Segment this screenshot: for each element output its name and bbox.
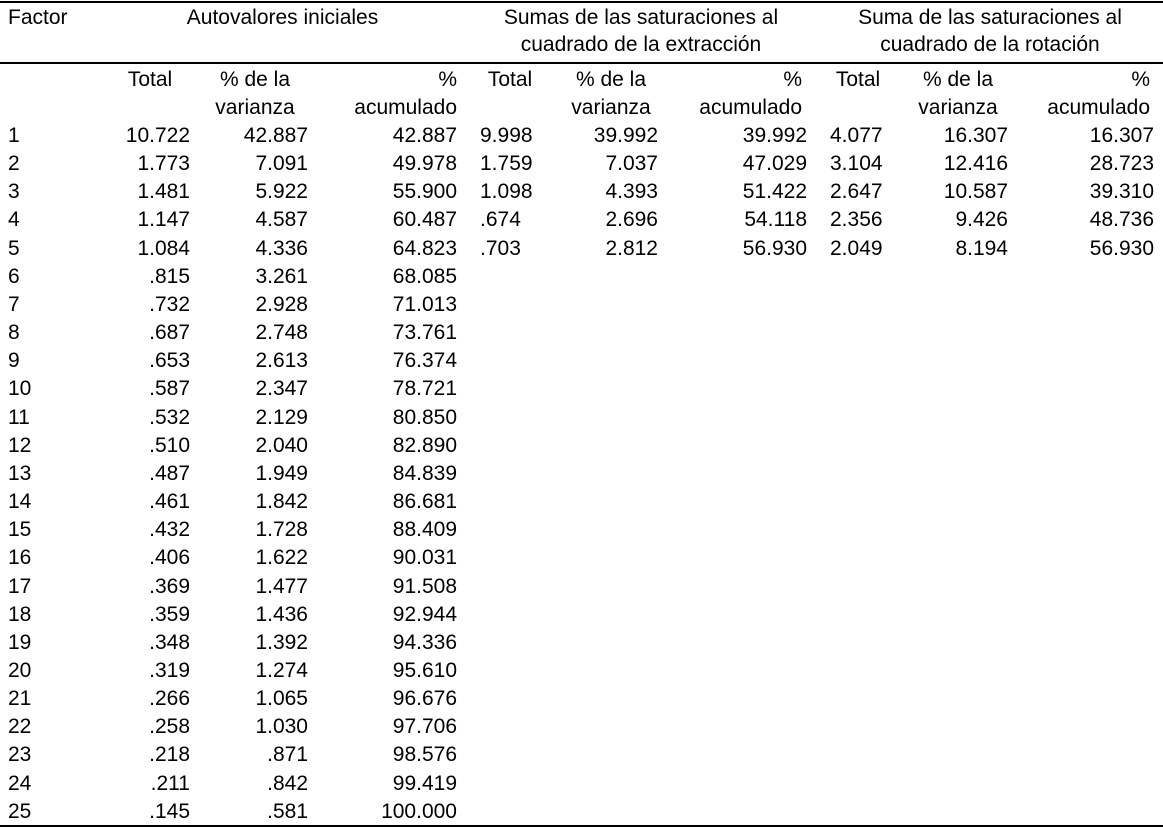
cell-cumulative-extraction: 39.992: [742, 124, 807, 147]
cell-cumulative-rotation: 16.307: [1089, 124, 1154, 147]
cell-cumulative-extraction: 54.118: [744, 208, 807, 232]
table-row: [0, 375, 1163, 403]
cell-factor: 14: [8, 490, 32, 514]
cell-total-initial: .266: [149, 687, 190, 711]
cell-variance-initial: .871: [267, 743, 308, 767]
cell-total-rotation: 4.077: [830, 124, 883, 147]
cell-cumulative-initial: 100.000: [381, 799, 457, 823]
table-body: [0, 122, 1163, 826]
cell-variance-initial: 1.392: [255, 630, 308, 654]
cell-total-initial: .653: [149, 349, 190, 373]
cell-cumulative-initial: 60.487: [392, 208, 457, 232]
subheader-cumulative-extraction: % acumulado: [699, 68, 802, 119]
cell-total-extraction: .674: [480, 208, 521, 232]
table-row: [0, 319, 1163, 347]
cell-cumulative-rotation: 48.736: [1089, 208, 1154, 232]
cell-total-rotation: 2.049: [830, 236, 883, 260]
cell-factor: 2: [8, 152, 20, 176]
cell-total-initial: 1.084: [137, 236, 190, 260]
subheader-variance-rotation: % de la varianza: [918, 68, 998, 119]
cell-total-initial: 1.481: [137, 180, 190, 204]
cell-total-initial: .532: [149, 405, 190, 429]
table-row: [0, 685, 1163, 713]
cell-total-extraction: 9.998: [480, 124, 533, 147]
cell-variance-initial: 2.928: [255, 292, 308, 316]
cell-total-initial: .359: [149, 602, 190, 626]
subheader-total-initial: Total: [127, 68, 173, 91]
cell-factor: 23: [8, 743, 32, 767]
table-row: [0, 150, 1163, 178]
cell-cumulative-initial: 82.890: [392, 433, 457, 457]
cell-cumulative-initial: 96.676: [392, 687, 457, 711]
cell-variance-initial: 2.748: [255, 321, 308, 345]
cell-variance-rotation: 9.426: [955, 208, 1008, 232]
cell-factor: 8: [8, 321, 20, 345]
cell-total-initial: .211: [150, 771, 190, 795]
cell-cumulative-initial: 86.681: [392, 490, 457, 514]
cell-total-rotation: 2.647: [830, 180, 883, 204]
table-row: [0, 122, 1163, 150]
subheader-cumulative-initial: % acumulado: [354, 68, 457, 119]
table-row: [0, 629, 1163, 657]
cell-cumulative-initial: 80.850: [392, 405, 457, 429]
cell-cumulative-rotation: 56.930: [1089, 236, 1154, 260]
cell-variance-initial: 2.613: [255, 349, 308, 373]
cell-total-initial: .587: [149, 377, 190, 401]
cell-factor: 17: [8, 574, 32, 598]
cell-variance-initial: 1.728: [255, 518, 308, 542]
header-rule: [0, 62, 1163, 64]
table-row: [0, 713, 1163, 741]
cell-cumulative-rotation: 28.723: [1089, 152, 1154, 176]
table-row: [0, 601, 1163, 629]
cell-variance-initial: 5.922: [255, 180, 308, 204]
cell-cumulative-initial: 99.419: [392, 771, 457, 795]
cell-total-rotation: 3.104: [830, 152, 883, 176]
cell-total-initial: .432: [149, 518, 190, 542]
cell-cumulative-initial: 42.887: [392, 124, 457, 147]
subheader-variance-extraction: % de la varianza: [571, 68, 651, 119]
cell-variance-initial: 42.887: [243, 124, 308, 147]
cell-factor: 25: [8, 799, 32, 823]
table-row: [0, 488, 1163, 516]
cell-total-initial: .145: [149, 799, 190, 823]
cell-total-initial: .406: [149, 546, 190, 570]
cell-factor: 19: [8, 630, 32, 654]
cell-cumulative-initial: 98.576: [392, 743, 457, 767]
table-row: [0, 657, 1163, 685]
group-header-rotation-sums: Suma de las saturaciones al cuadrado de la rotación: [858, 6, 1122, 56]
cell-total-initial: .218: [149, 743, 190, 767]
cell-factor: 24: [8, 771, 32, 795]
cell-variance-extraction: 2.696: [605, 208, 658, 232]
cell-variance-initial: 1.030: [255, 715, 308, 739]
subheader-variance-initial: % de la varianza: [215, 68, 295, 119]
subheader-total-extraction: Total: [487, 68, 533, 91]
cell-variance-extraction: 4.393: [605, 180, 658, 204]
cell-variance-initial: 2.040: [255, 433, 308, 457]
cell-variance-rotation: 16.307: [943, 124, 1008, 147]
table-row: [0, 404, 1163, 432]
cell-total-initial: 10.722: [125, 124, 190, 147]
cell-variance-rotation: 12.416: [943, 152, 1008, 176]
cell-total-initial: .461: [149, 490, 190, 514]
cell-variance-initial: 1.274: [255, 658, 308, 682]
table-row: [0, 798, 1163, 826]
cell-factor: 16: [8, 546, 32, 570]
cell-factor: 9: [8, 349, 20, 373]
cell-cumulative-rotation: 39.310: [1089, 180, 1154, 204]
table-row: [0, 178, 1163, 206]
cell-cumulative-initial: 90.031: [392, 546, 457, 570]
cell-variance-initial: 4.587: [255, 208, 308, 232]
cell-factor: 18: [8, 602, 32, 626]
table-row: [0, 263, 1163, 291]
cell-cumulative-initial: 92.944: [392, 602, 457, 626]
cell-total-rotation: 2.356: [830, 208, 883, 232]
cell-cumulative-initial: 97.706: [392, 715, 457, 739]
cell-factor: 11: [8, 405, 30, 429]
cell-cumulative-initial: 95.610: [392, 658, 457, 682]
cell-factor: 22: [8, 715, 32, 739]
cell-factor: 3: [8, 180, 20, 204]
group-header-extraction-sums: Sumas de las saturaciones al cuadrado de la extracción: [503, 6, 779, 56]
cell-variance-initial: 2.347: [255, 377, 308, 401]
table-row: [0, 516, 1163, 544]
subheader-total-rotation: Total: [835, 68, 881, 91]
table-row: [0, 460, 1163, 488]
table-row: [0, 291, 1163, 319]
cell-factor: 12: [8, 433, 32, 457]
table-row: [0, 206, 1163, 234]
cell-factor: 6: [8, 264, 20, 288]
cell-total-extraction: 1.759: [480, 152, 533, 176]
cell-total-initial: .487: [149, 461, 190, 485]
cell-variance-initial: 1.065: [255, 687, 308, 711]
table-top-rule: [0, 1, 1163, 3]
cell-total-initial: 1.147: [137, 208, 190, 232]
cell-factor: 5: [8, 236, 20, 260]
table-row: [0, 741, 1163, 769]
cell-cumulative-initial: 64.823: [392, 236, 457, 260]
factor-header: Factor: [8, 6, 68, 29]
table-row: [0, 544, 1163, 572]
cell-cumulative-initial: 49.978: [392, 152, 457, 176]
cell-variance-initial: .842: [267, 771, 308, 795]
cell-factor: 21: [8, 687, 32, 711]
cell-factor: 13: [8, 461, 32, 485]
cell-cumulative-initial: 88.409: [392, 518, 457, 542]
cell-cumulative-initial: 73.761: [392, 321, 457, 345]
cell-cumulative-initial: 91.508: [392, 574, 457, 598]
cell-variance-rotation: 8.194: [955, 236, 1008, 260]
cell-cumulative-extraction: 51.422: [742, 180, 807, 204]
cell-cumulative-initial: 68.085: [392, 264, 457, 288]
cell-variance-extraction: 2.812: [605, 236, 658, 260]
cell-cumulative-initial: 84.839: [392, 461, 457, 485]
cell-total-initial: .732: [149, 292, 190, 316]
cell-variance-initial: 1.949: [255, 461, 308, 485]
cell-total-extraction: .703: [480, 236, 521, 260]
cell-cumulative-initial: 76.374: [392, 349, 457, 373]
cell-total-initial: .348: [149, 630, 190, 654]
cell-variance-extraction: 7.037: [605, 152, 658, 176]
cell-factor: 7: [8, 292, 20, 316]
cell-factor: 10: [8, 377, 32, 401]
cell-factor: 1: [8, 124, 20, 147]
cell-variance-initial: 4.336: [255, 236, 308, 260]
cell-variance-initial: 2.129: [255, 405, 308, 429]
cell-factor: 15: [8, 518, 32, 542]
table-row: [0, 235, 1163, 263]
cell-variance-rotation: 10.587: [943, 180, 1008, 204]
cell-total-initial: 1.773: [137, 152, 190, 176]
cell-cumulative-initial: 71.013: [392, 292, 457, 316]
cell-variance-initial: 3.261: [255, 264, 308, 288]
table-row: [0, 432, 1163, 460]
cell-variance-extraction: 39.992: [593, 124, 658, 147]
cell-variance-initial: 1.436: [255, 602, 308, 626]
subheader-cumulative-rotation: % acumulado: [1047, 68, 1150, 119]
cell-variance-initial: 1.622: [255, 546, 308, 570]
cell-total-initial: .258: [149, 715, 190, 739]
table-row: [0, 770, 1163, 798]
group-header-initial-eigenvalues: Autovalores iniciales: [186, 6, 379, 29]
table-row: [0, 347, 1163, 375]
cell-total-initial: .319: [149, 658, 190, 682]
cell-factor: 20: [8, 658, 32, 682]
cell-variance-initial: 7.091: [255, 152, 308, 176]
cell-variance-initial: 1.842: [255, 490, 308, 514]
cell-factor: 4: [8, 208, 20, 232]
cell-cumulative-initial: 78.721: [392, 377, 457, 401]
cell-total-initial: .815: [149, 264, 190, 288]
cell-total-initial: .510: [149, 433, 190, 457]
cell-variance-initial: .581: [267, 799, 308, 823]
cell-variance-initial: 1.477: [255, 574, 308, 598]
cell-total-initial: .687: [149, 321, 190, 345]
cell-cumulative-extraction: 56.930: [742, 236, 807, 260]
cell-total-initial: .369: [149, 574, 190, 598]
cell-cumulative-initial: 94.336: [392, 630, 457, 654]
cell-cumulative-initial: 55.900: [392, 180, 457, 204]
table-row: [0, 573, 1163, 601]
cell-cumulative-extraction: 47.029: [742, 152, 807, 176]
cell-total-extraction: 1.098: [480, 180, 533, 204]
